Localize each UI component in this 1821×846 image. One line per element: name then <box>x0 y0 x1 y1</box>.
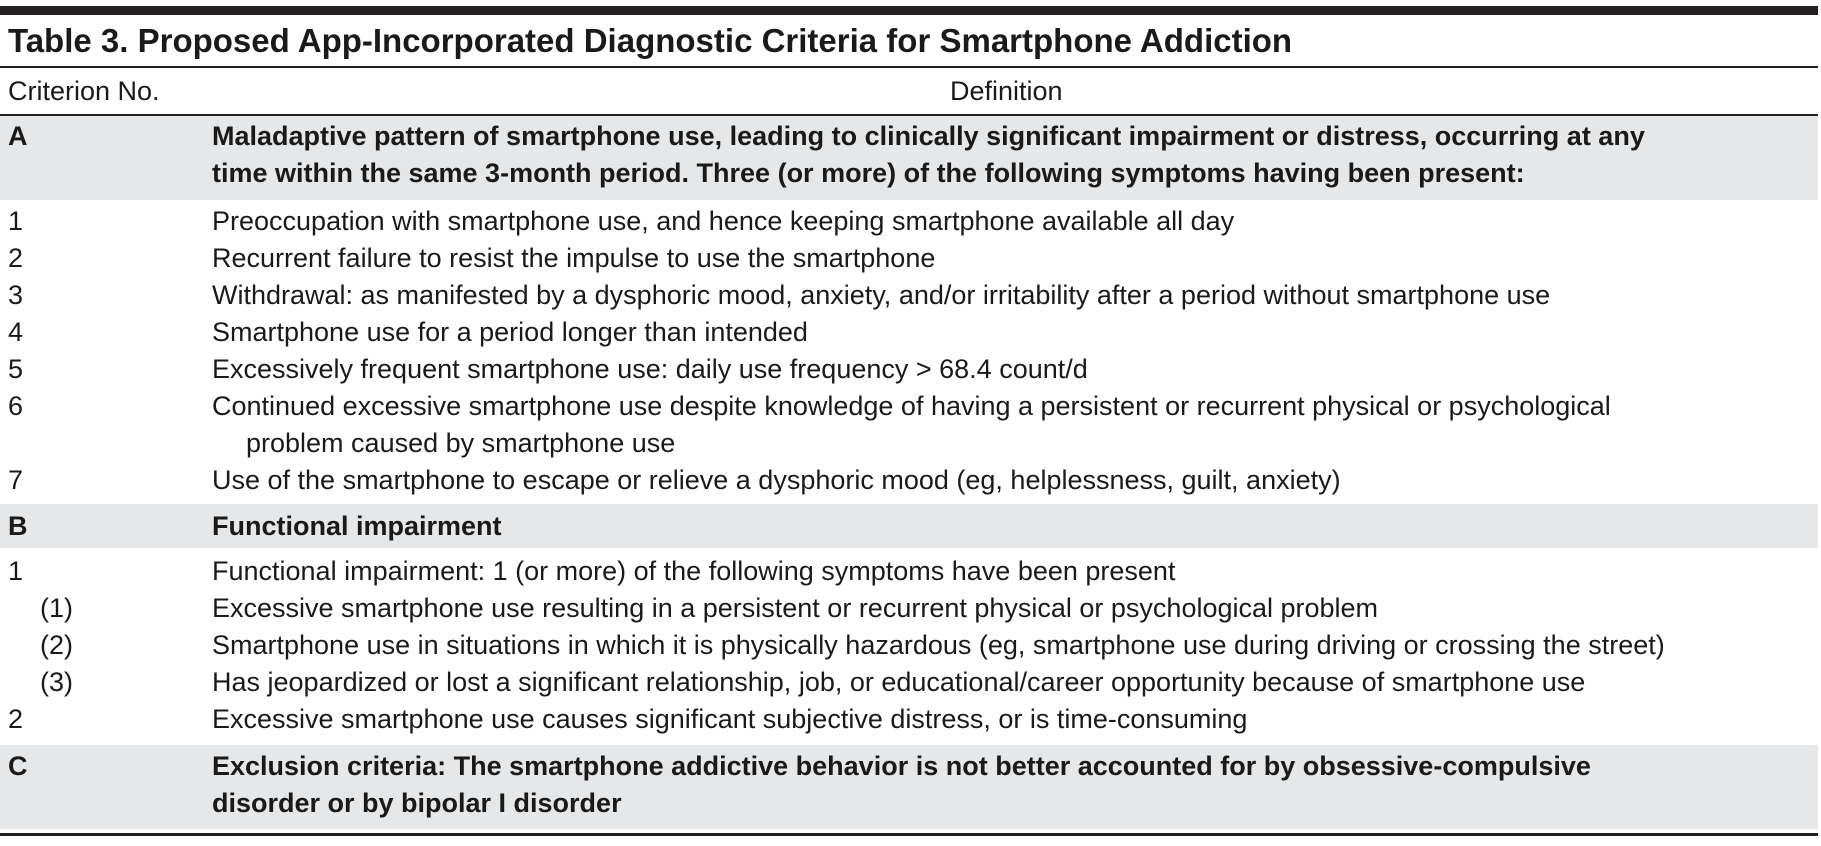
criterion-definition: Functional impairment: 1 (or more) of the following symptoms have been present <box>212 556 1176 586</box>
criterion-definition: Recurrent failure to resist the impulse to use the smartphone <box>212 243 936 273</box>
section-b-definition: Functional impairment <box>212 511 502 541</box>
section-a-no: A <box>8 121 28 151</box>
criterion-no: 2 <box>8 704 24 734</box>
table-row <box>0 701 1818 738</box>
table-row <box>0 240 1818 277</box>
criterion-definition: Excessive smartphone use resulting in a persistent or recurrent physical or psychological problem <box>212 593 1379 623</box>
criterion-definition-line2: problem caused by smartphone use <box>246 428 676 458</box>
section-a-definition <box>212 118 1812 192</box>
table-row <box>0 351 1818 388</box>
criterion-definition: Preoccupation with smartphone use, and hence keeping smartphone available all day <box>212 206 1235 236</box>
criterion-no: 5 <box>8 354 24 384</box>
criterion-no: 2 <box>8 243 24 273</box>
title-rule <box>0 66 1818 68</box>
table-row <box>0 553 1818 590</box>
header-definition: Definition <box>950 76 1063 106</box>
criterion-definition <box>212 388 1812 462</box>
section-c-line2: disorder or by bipolar I disorder <box>212 788 622 818</box>
table-row <box>0 664 1818 701</box>
criterion-no: 4 <box>8 317 24 347</box>
table-row <box>0 277 1818 314</box>
section-a-line1: Maladaptive pattern of smartphone use, leading to clinically significant impairment or distress, occurring at any <box>212 121 1645 151</box>
section-b-no: B <box>8 511 28 541</box>
table-row <box>0 388 1818 462</box>
bottom-rule <box>0 833 1818 836</box>
criterion-no: 7 <box>8 465 24 495</box>
criterion-definition-line1: Continued excessive smartphone use despite knowledge of having a persistent or recurrent physical or psychological <box>212 391 1611 421</box>
criterion-no: 6 <box>8 391 24 421</box>
table-row <box>0 590 1818 627</box>
criterion-definition: Withdrawal: as manifested by a dysphoric mood, anxiety, and/or irritability after a period without smartphone use <box>212 280 1551 310</box>
criterion-definition: Use of the smartphone to escape or relieve a dysphoric mood (eg, helplessness, guilt, anxiety) <box>212 465 1341 495</box>
section-a-line2: time within the same 3-month period. Three (or more) of the following symptoms having been present: <box>212 158 1525 188</box>
criterion-subno: (3) <box>40 667 73 697</box>
table-row <box>0 627 1818 664</box>
table-row <box>0 462 1818 499</box>
section-b-row <box>0 508 1818 545</box>
criterion-no: 1 <box>8 556 24 586</box>
criterion-definition: Smartphone use in situations in which it is physically hazardous (eg, smartphone use during driving or crossing the street) <box>212 630 1665 660</box>
table-row <box>0 203 1818 240</box>
section-c-line1: Exclusion criteria: The smartphone addictive behavior is not better accounted for by obsessive-compulsive <box>212 751 1591 781</box>
table-title: Table 3. Proposed App-Incorporated Diagnostic Criteria for Smartphone Addiction <box>8 22 1293 59</box>
section-c-definition <box>212 748 1812 822</box>
criterion-definition: Has jeopardized or lost a significant relationship, job, or educational/career opportunity because of smartphone use <box>212 667 1586 697</box>
criterion-subno: (2) <box>40 630 73 660</box>
header-criterion-no: Criterion No. <box>8 76 160 106</box>
section-a-row <box>0 118 1818 198</box>
section-c-no: C <box>8 751 28 781</box>
table-row <box>0 314 1818 351</box>
criterion-no: 1 <box>8 206 24 236</box>
criterion-definition: Smartphone use for a period longer than intended <box>212 317 808 347</box>
criterion-no: 3 <box>8 280 24 310</box>
top-rule <box>0 6 1818 15</box>
criterion-definition: Excessively frequent smartphone use: daily use frequency > 68.4 count/d <box>212 354 1088 384</box>
section-c-row <box>0 748 1818 828</box>
criterion-subno: (1) <box>40 593 73 623</box>
criterion-definition: Excessive smartphone use causes significant subjective distress, or is time-consuming <box>212 704 1248 734</box>
